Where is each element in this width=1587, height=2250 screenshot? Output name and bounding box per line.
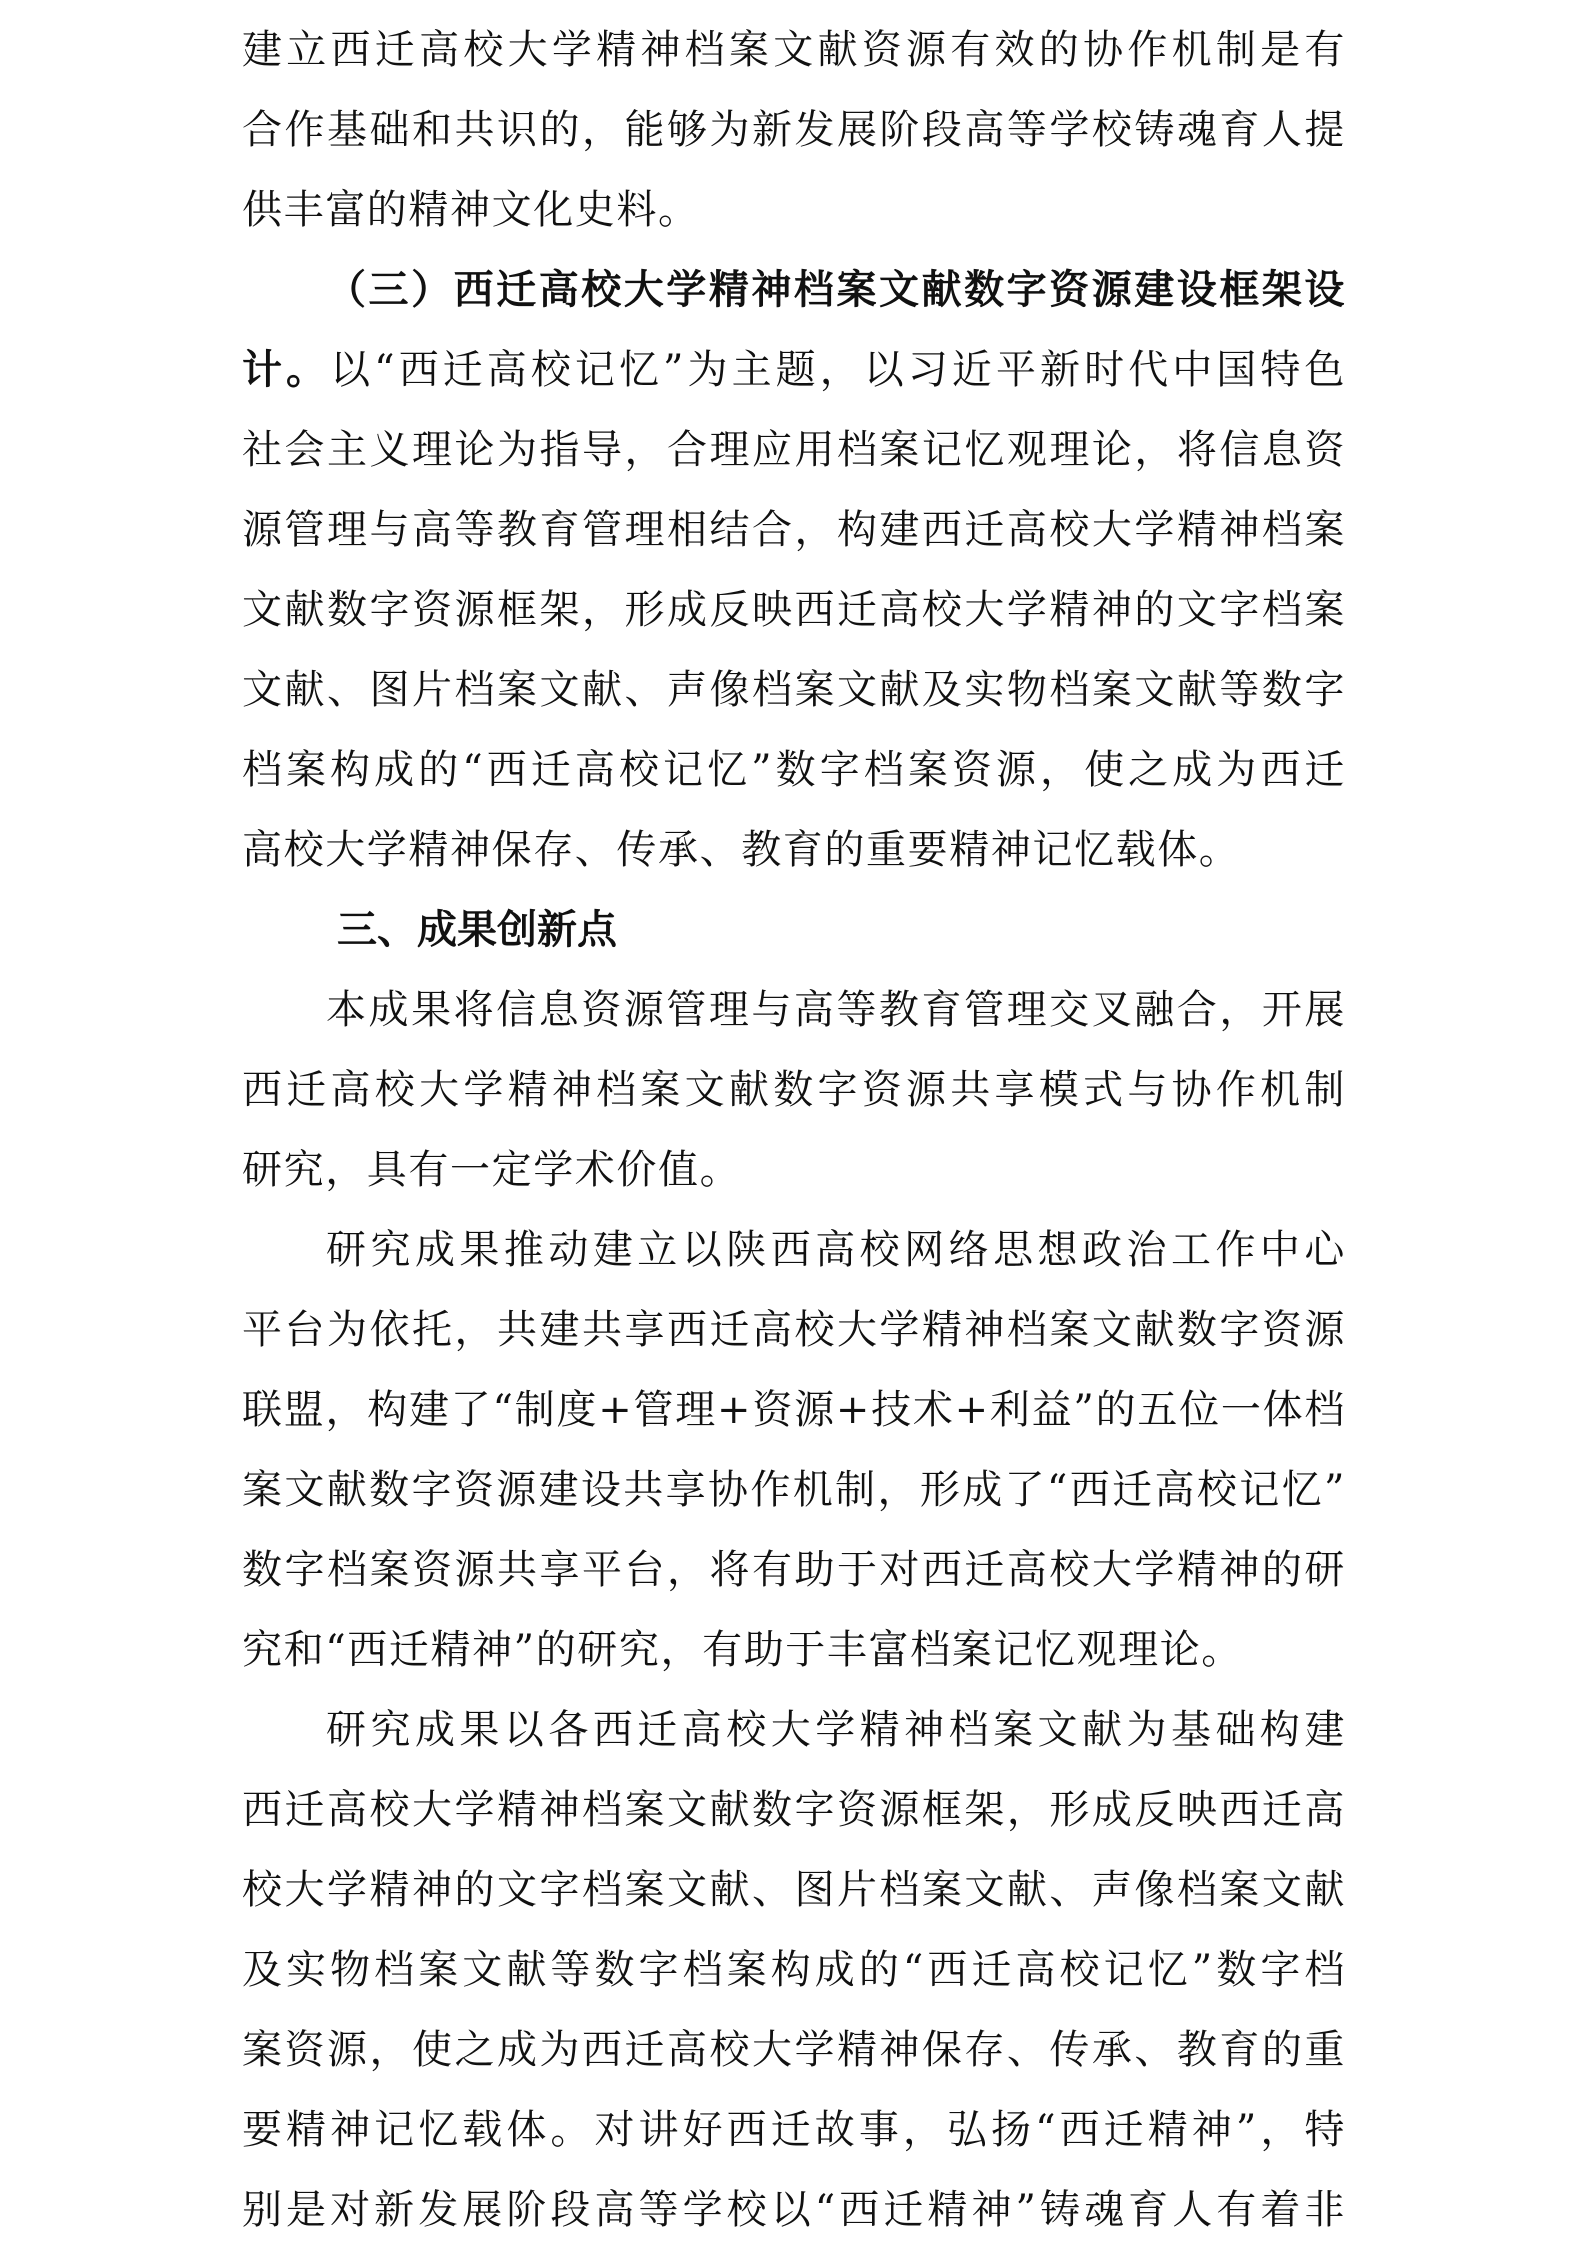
- text-line: 档案构成的“西迁高校记忆”数字档案资源，使之成为西迁: [242, 747, 1346, 793]
- text-line: 建立西迁高校大学精神档案文献资源有效的协作机制是有: [242, 27, 1346, 73]
- subsection-3-paragraph: [242, 250, 1346, 890]
- paragraph-1: [242, 970, 1346, 1210]
- section-heading-block: [242, 890, 1346, 970]
- subsection-title: （三）西迁高校大学精神档案文献数字资源建设框架设: [326, 266, 1346, 313]
- paragraph-2: [242, 1210, 1346, 1690]
- document-page: [242, 10, 1346, 2250]
- text-line: 数字档案资源共享平台，将有助于对西迁高校大学精神的研: [242, 1547, 1346, 1593]
- intro-paragraph: [242, 10, 1346, 250]
- text-line: 平台为依托，共建共享西迁高校大学精神档案文献数字资源: [242, 1307, 1346, 1353]
- text-line: 校大学精神的文字档案文献、图片档案文献、声像档案文献: [242, 1867, 1346, 1913]
- text-line: 及实物档案文献等数字档案构成的“西迁高校记忆”数字档: [242, 1947, 1346, 1993]
- text-line: 高校大学精神保存、传承、教育的重要精神记忆载体。: [242, 827, 1241, 873]
- paragraph-3: [242, 1690, 1346, 2250]
- text-line: 别是对新发展阶段高等学校以“西迁精神”铸魂育人有着非: [242, 2187, 1346, 2233]
- text-line: 文献、图片档案文献、声像档案文献及实物档案文献等数字: [242, 667, 1346, 713]
- text-line: 要精神记忆载体。对讲好西迁故事，弘扬“西迁精神”，特: [242, 2107, 1346, 2153]
- text-line: 西迁高校大学精神档案文献数字资源共享模式与协作机制: [242, 1067, 1346, 1113]
- text-line: 案资源，使之成为西迁高校大学精神保存、传承、教育的重: [242, 2027, 1346, 2073]
- subsection-title-end: 计。: [242, 346, 331, 393]
- text-line: 文献数字资源框架，形成反映西迁高校大学精神的文字档案: [242, 587, 1346, 633]
- text-line: 案文献数字资源建设共享协作机制，形成了“西迁高校记忆”: [242, 1467, 1346, 1513]
- text-span: 以“西迁高校记忆”为主题，以习近平新时代中国特色: [330, 347, 1346, 393]
- text-line: 供丰富的精神文化史料。: [242, 187, 700, 233]
- text-line: 源管理与高等教育管理相结合，构建西迁高校大学精神档案: [242, 507, 1346, 553]
- text-line: 研究成果以各西迁高校大学精神档案文献为基础构建: [326, 1707, 1346, 1753]
- section-heading: 三、成果创新点: [337, 907, 617, 953]
- text-line: 联盟，构建了“制度+管理+资源+技术+利益”的五位一体档: [242, 1387, 1346, 1433]
- text-line: 西迁高校大学精神档案文献数字资源框架，形成反映西迁高: [242, 1787, 1346, 1833]
- text-line: 研究，具有一定学术价值。: [242, 1147, 742, 1193]
- text-line: 社会主义理论为指导，合理应用档案记忆观理论，将信息资: [242, 427, 1346, 473]
- text-line: 究和“西迁精神”的研究，有助于丰富档案记忆观理论。: [242, 1627, 1243, 1673]
- text-line: [242, 330, 1346, 410]
- text-line: 研究成果推动建立以陕西高校网络思想政治工作中心: [326, 1227, 1346, 1273]
- text-line: 合作基础和共识的，能够为新发展阶段高等学校铸魂育人提: [242, 107, 1346, 153]
- text-line: 本成果将信息资源管理与高等教育管理交叉融合，开展: [326, 987, 1346, 1033]
